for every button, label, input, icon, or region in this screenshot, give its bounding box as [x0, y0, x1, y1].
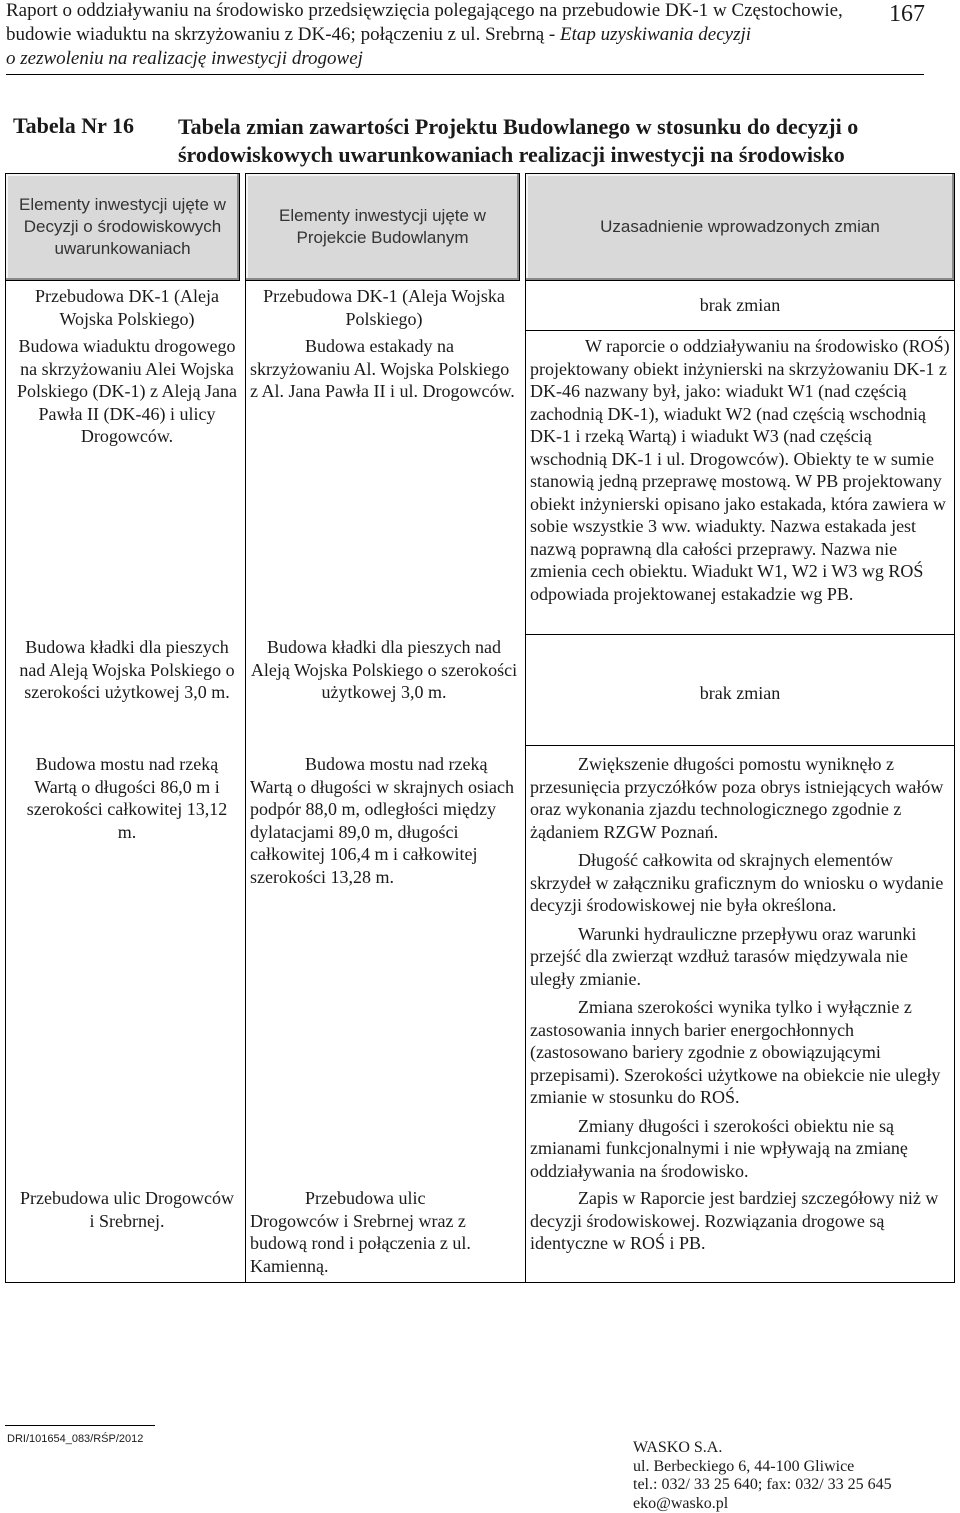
table-divider-2 — [525, 281, 526, 1283]
column-header-project: Elementy inwestycji ujęte w Projekcie Budowlanym — [245, 173, 520, 281]
header-line-2-text: budowie wiaduktu na skrzyżowaniu z DK-46; połączeniu z ul. Srebrną - — [6, 24, 560, 45]
table-border-bottom — [5, 1282, 955, 1283]
table-divider-1 — [245, 281, 246, 1283]
table-label: Tabela Nr 16 — [13, 113, 135, 138]
header-line-2-italic: Etap uzyskiwania decyzji — [560, 24, 752, 45]
changes-table — [5, 173, 955, 1283]
table-title: Tabela zmian zawartości Projektu Budowlanego w stosunku do decyzji o środowiskowych uwarunkowaniach realizacji inwestycji na środowisko — [178, 114, 859, 167]
header-line-2 — [6, 24, 751, 46]
row5-decision: Przebudowa ulic Drogowców i Srebrnej. — [20, 1188, 234, 1231]
company-phone: tel.: 032/ 33 25 640; fax: 032/ 33 25 645 — [633, 1476, 892, 1493]
row3-separator — [525, 745, 955, 746]
company-email: eko@wasko.pl — [633, 1494, 729, 1512]
row1-separator — [525, 330, 955, 331]
company-contact — [633, 1439, 892, 1513]
document-code: DRI/101654_083/RŚP/2012 — [7, 1433, 144, 1445]
row1-justification: brak zmian — [699, 295, 781, 315]
row1-decision: Przebudowa DK-1 (Aleja Wojska Polskiego) — [35, 286, 219, 329]
row2-justification-text: W raporcie o oddziaływaniu na środowisko (ROŚ) projektowany obiekt inżynierski na skrzyżowaniu DK-1 z DK-46 nazwany był, jako: wiadukt W1 (nad częścią zachodnią DK-1), wiadukt W2 (nad częścią wschodnią DK-1 i rzeką Wartą) i wiadukt W3 (nad częścią wschodnią DK-1 i ul. Drogowców). Obiekty te w sumie stanowią jedną przeprawę mostową. W PB projektowany obiekt inżynierski opisano jako estakada, która zawiera w sobie wszystkie 3 ww. wiadukty. Nazwa estakada jest nazwą poprawną dla całości przeprawy. Nazwa nie zmienia cech obiektu. Wiadukt W1, W2 i W3 wg ROŚ odpowiada projektowanej estakadzie wg PB. — [530, 336, 950, 604]
row4-justification-p1: Zwiększenie długości pomostu wyniknęło z przesunięcia przyczółków poza obrys istniejących wałów oraz wykonania zjazdu technologicznego zgodnie z żądaniem RZGW Poznań. — [530, 754, 944, 842]
row4-project-text: Budowa mostu nad rzeką Wartą o długości w skrajnych osiach podpór 88,0 m, odległości między dylatacjami 89,0 m, długości całkowitej 106,4 m i całkowitej szerokości 13,28 m. — [250, 754, 514, 887]
row4-project — [250, 753, 518, 888]
row1-project: Przebudowa DK-1 (Aleja Wojska Polskiego) — [263, 286, 505, 329]
row5-justification-text: Zapis w Raporcie jest bardziej szczegółowy niż w decyzji środowiskowej. Rozwiązania drogowe są identyczne w ROŚ i PB. — [530, 1188, 939, 1253]
row5-justification — [530, 1187, 950, 1255]
row4-justification-p5: Zmiany długości i szerokości obiektu nie są zmianami funkcjonalnymi i nie wpływają na zmianę oddziaływania na środowisko. — [530, 1115, 908, 1181]
row3-project: Budowa kładki dla pieszych nad Aleją Wojska Polskiego o szerokości użytkowej 3,0 m. — [250, 637, 518, 702]
row4-justification — [530, 753, 950, 1182]
row2-project-text: Budowa estakady na skrzyżowaniu Al. Wojska Polskiego z Al. Jana Pawła II i ul. Drogowców. — [250, 336, 515, 401]
row4-justification-p2: Długość całkowita od skrajnych elementów skrzydeł w załączniku graficznym do wniosku o wydanie decyzji środowiskowej nie była określona. — [530, 850, 944, 915]
footer-rule — [5, 1425, 155, 1426]
row4-decision: Budowa mostu nad rzeką Wartą o długości 86,0 m i szerokości całkowitej 13,12 m. — [26, 754, 228, 842]
row2-project — [250, 335, 518, 403]
row2-separator — [525, 634, 955, 635]
column-header-decision: Elementy inwestycji ujęte w Decyzji o środowiskowych uwarunkowaniach — [5, 173, 240, 281]
page-number: 167 — [889, 1, 925, 27]
company-name: WASKO S.A. — [633, 1439, 723, 1456]
row2-decision: Budowa wiaduktu drogowego na skrzyżowaniu Alei Wojska Polskiego (DK-1) z Aleją Jana Pawła II (DK-46) i ulicy Drogowców. — [17, 336, 237, 446]
table-border-left — [5, 281, 6, 1283]
page-header — [6, 0, 924, 75]
row5-project-text: Przebudowa ulic Drogowców i Srebrnej wraz z budową rond i połączenia z ul. Kamienną. — [250, 1188, 471, 1276]
row3-decision: Budowa kładki dla pieszych nad Aleją Wojska Polskiego o szerokości użytkowej 3,0 m. — [19, 637, 235, 702]
table-border-right — [954, 281, 955, 1283]
header-line-1: Raport o oddziaływaniu na środowisko przedsięwzięcia polegającego na przebudowie DK-1 w Częstochowie, — [6, 0, 843, 21]
column-header-justification: Uzasadnienie wprowadzonych zmian — [525, 173, 955, 281]
row4-justification-p4: Zmiana szerokości wynika tylko i wyłącznie z zastosowania innych barier energochłonnych (zastosowano bariery zgodnie z obowiązującymi przepisami). Szerokości użytkowe na obiekcie nie uległy zmianie w stosunku do ROŚ. — [530, 997, 941, 1107]
company-address: ul. Berbeckiego 6, 44-100 Gliwice — [633, 1457, 855, 1475]
row3-justification: brak zmian — [699, 683, 781, 703]
row5-project — [250, 1187, 518, 1277]
row2-justification — [530, 335, 950, 605]
header-line-3: o zezwoleniu na realizację inwestycji drogowej — [6, 48, 363, 69]
row4-justification-p3: Warunki hydrauliczne przepływu oraz warunki przejść dla zwierząt wzdłuż tarasów międzywala nie uległy zmianie. — [530, 923, 917, 989]
